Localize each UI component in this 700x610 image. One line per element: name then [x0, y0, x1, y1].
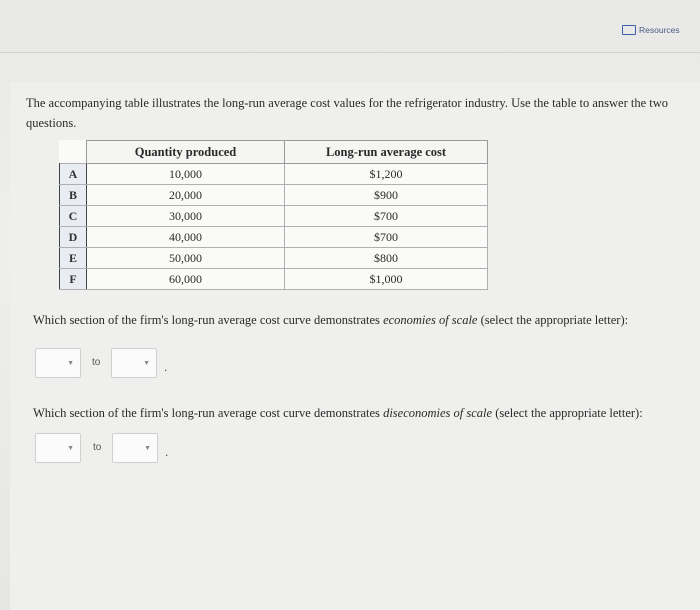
table-row	[60, 206, 488, 227]
table-corner	[60, 141, 87, 164]
period: .	[164, 360, 168, 374]
period: .	[165, 445, 169, 459]
quantity-cell: 60,000	[87, 269, 285, 290]
cost-cell: $900	[285, 185, 488, 206]
question-text-start: Which section of the firm's long-run average cost curve demonstrates	[33, 406, 384, 420]
top-bar	[0, 0, 700, 53]
row-letter: F	[60, 269, 87, 290]
question-economies	[33, 313, 628, 328]
question-emphasis: economies of scale	[383, 313, 478, 327]
quantity-cell: 10,000	[87, 164, 285, 185]
table-row	[60, 164, 488, 185]
table-row	[60, 269, 488, 290]
diseconomies-from-select[interactable]	[35, 433, 81, 463]
cost-cell: $700	[285, 206, 488, 227]
cost-table	[59, 140, 488, 290]
table-row	[60, 227, 488, 248]
folder-icon	[622, 25, 636, 35]
row-letter: C	[60, 206, 87, 227]
row-letter: E	[60, 248, 87, 269]
cost-cell: $1,000	[285, 269, 488, 290]
question-emphasis: diseconomies of scale	[383, 406, 493, 420]
row-letter: D	[60, 227, 87, 248]
question-text-end: (select the appropriate letter):	[477, 313, 629, 327]
header-cost: Long-run average cost	[285, 141, 488, 164]
caret-down-icon: ▼	[144, 445, 151, 452]
quantity-cell: 50,000	[87, 248, 285, 269]
table-row	[60, 248, 488, 269]
quantity-cell: 30,000	[87, 206, 285, 227]
economies-from-select[interactable]	[35, 348, 81, 378]
header-quantity: Quantity produced	[87, 141, 285, 164]
to-label: to	[92, 357, 101, 368]
diseconomies-to-select[interactable]	[112, 433, 158, 463]
economies-to-select[interactable]	[111, 348, 157, 378]
cost-cell: $1,200	[285, 164, 488, 185]
caret-down-icon: ▼	[143, 360, 150, 367]
quantity-cell: 20,000	[87, 185, 285, 206]
resources-label: Resources	[639, 25, 680, 35]
question-diseconomies	[33, 406, 643, 421]
question-text-start: Which section of the firm's long-run average cost curve demonstrates	[33, 313, 384, 327]
row-letter: B	[60, 185, 87, 206]
question-prompt: The accompanying table illustrates the long-run average cost values for the refrigerator industry. Use the table to answer the two questions.	[26, 96, 669, 130]
to-label: to	[93, 442, 102, 453]
caret-down-icon: ▼	[67, 445, 74, 452]
cost-cell: $800	[285, 248, 488, 269]
cost-cell: $700	[285, 227, 488, 248]
table-row	[60, 185, 488, 206]
quantity-cell: 40,000	[87, 227, 285, 248]
caret-down-icon: ▼	[67, 360, 74, 367]
question-text-end: (select the appropriate letter):	[492, 406, 643, 420]
row-letter: A	[60, 164, 87, 185]
resources-button[interactable]	[622, 22, 680, 38]
